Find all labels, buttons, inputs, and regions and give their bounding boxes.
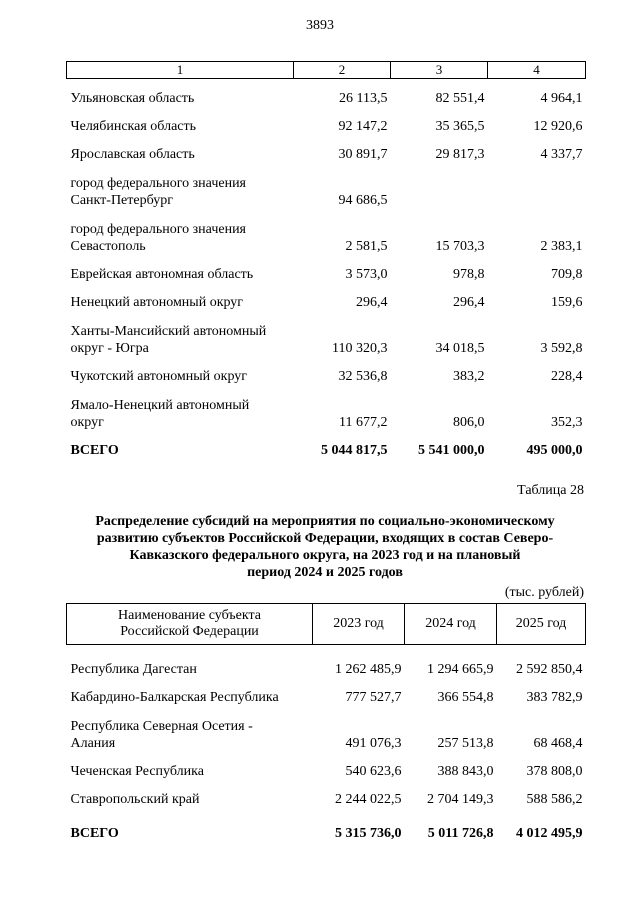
value-2024: 383,2 <box>453 369 485 384</box>
column-number: 1 <box>67 62 294 79</box>
value-2025: 3 592,8 <box>540 341 583 356</box>
table-title-line: развитию субъектов Российской Федерации, входящих в состав Северо- <box>96 531 554 546</box>
value-2025: 352,3 <box>551 415 583 430</box>
region-name-line2: округ <box>70 415 104 430</box>
units-note: (тыс. рублей) <box>504 585 584 600</box>
region-name-line1: город федерального значения <box>70 176 246 191</box>
value-2023: 296,4 <box>356 295 388 310</box>
value-2024: 257 513,8 <box>437 736 494 751</box>
subject-name: Ставропольский край <box>70 792 200 807</box>
value-2023: 94 686,5 <box>338 193 388 208</box>
header-subject-line1: Наименование субъекта <box>118 608 261 623</box>
value-2024: 388 843,0 <box>437 764 494 779</box>
value-2023: 540 623,6 <box>345 764 402 779</box>
table-row <box>67 752 586 780</box>
table-row <box>67 645 586 679</box>
subject-name-line1: Республика Северная Осетия - <box>70 719 253 734</box>
value-2025: 588 586,2 <box>526 792 583 807</box>
value-2023: 11 677,2 <box>339 415 388 430</box>
table-row <box>67 311 586 357</box>
value-2024: 978,8 <box>453 267 485 282</box>
total-label: ВСЕГО <box>70 826 119 841</box>
header-2024: 2024 год <box>405 604 497 645</box>
table-title-line: Кавказского федерального округа, на 2023 год и на плановый <box>129 548 521 563</box>
region-name: Челябинская область <box>70 119 196 134</box>
table-row <box>67 79 586 108</box>
value-2025: 12 920,6 <box>533 119 583 134</box>
table-title-line: Распределение субсидий на мероприятия по социально-экономическому <box>95 514 555 529</box>
subject-name-line2: Алания <box>70 736 116 751</box>
value-2024: 366 554,8 <box>437 690 494 705</box>
table-row <box>67 780 586 808</box>
table-row <box>67 107 586 135</box>
value-2025: 4 337,7 <box>540 147 583 162</box>
header-row <box>67 604 586 645</box>
value-2025: 2 592 850,4 <box>516 662 583 677</box>
value-2023: 30 891,7 <box>338 147 388 162</box>
total-2023: 5 044 817,5 <box>321 443 388 458</box>
region-name-line2: округ - Югра <box>70 341 149 356</box>
header-2025: 2025 год <box>497 604 586 645</box>
value-2023: 491 076,3 <box>345 736 402 751</box>
total-2023: 5 315 736,0 <box>335 826 402 841</box>
table-row <box>67 283 586 311</box>
header-subject-name <box>67 604 313 645</box>
value-2025: 2 383,1 <box>540 239 583 254</box>
table-row <box>67 678 586 706</box>
value-2025 <box>488 163 586 209</box>
value-2024: 296,4 <box>453 295 485 310</box>
table-row <box>67 706 586 752</box>
value-2023: 26 113,5 <box>339 91 388 106</box>
region-name: Ульяновская область <box>70 91 195 106</box>
page-number: 3893 <box>306 18 334 33</box>
region-name <box>67 311 294 357</box>
total-row <box>67 808 586 842</box>
header-2023: 2023 год <box>313 604 405 645</box>
column-number-row <box>67 62 586 79</box>
table-title <box>70 513 580 581</box>
value-2024: 35 365,5 <box>435 119 485 134</box>
region-name-line1: город федерального значения <box>70 222 246 237</box>
value-2024 <box>391 163 488 209</box>
subject-name: Чеченская Республика <box>70 764 204 779</box>
column-number: 3 <box>391 62 488 79</box>
column-number: 4 <box>488 62 586 79</box>
region-name-line1: Ханты-Мансийский автономный <box>70 324 267 339</box>
region-name-line2: Санкт-Петербург <box>70 193 173 208</box>
table-row <box>67 209 586 255</box>
region-name: Ярославская область <box>70 147 195 162</box>
value-2025: 378 808,0 <box>526 764 583 779</box>
value-2024: 15 703,3 <box>435 239 485 254</box>
total-row <box>67 431 586 459</box>
value-2023: 92 147,2 <box>338 119 388 134</box>
region-name-line2: Севастополь <box>70 239 146 254</box>
subsidies-table-continued <box>66 61 586 459</box>
total-2025: 4 012 495,9 <box>516 826 583 841</box>
value-2024: 2 704 149,3 <box>427 792 494 807</box>
region-name <box>67 163 294 209</box>
value-2023: 777 527,7 <box>345 690 402 705</box>
column-number: 2 <box>294 62 391 79</box>
value-2023: 2 581,5 <box>345 239 388 254</box>
table-row <box>67 357 586 385</box>
header-subject-line2: Российской Федерации <box>120 624 259 639</box>
value-2025: 159,6 <box>551 295 583 310</box>
value-2024: 34 018,5 <box>435 341 485 356</box>
value-2024: 82 551,4 <box>435 91 485 106</box>
table-row <box>67 163 586 209</box>
subject-name: Республика Дагестан <box>70 662 197 677</box>
table-row <box>67 135 586 163</box>
value-2023: 110 320,3 <box>332 341 388 356</box>
value-2023: 2 244 022,5 <box>335 792 402 807</box>
total-2024: 5 541 000,0 <box>418 443 485 458</box>
value-2023: 1 262 485,9 <box>335 662 402 677</box>
value-2025: 68 468,4 <box>533 736 583 751</box>
subject-name: Кабардино-Балкарская Республика <box>70 690 279 705</box>
region-name: Еврейская автономная область <box>70 267 254 282</box>
table-row <box>67 385 586 431</box>
table-title-line: период 2024 и 2025 годов <box>247 565 403 580</box>
value-2024: 806,0 <box>453 415 485 430</box>
region-name <box>67 385 294 431</box>
value-2024: 1 294 665,9 <box>427 662 494 677</box>
table-label: Таблица 28 <box>517 483 584 498</box>
value-2023: 32 536,8 <box>338 369 388 384</box>
value-2025: 383 782,9 <box>526 690 583 705</box>
table-row <box>67 255 586 283</box>
region-name: Ненецкий автономный округ <box>70 295 244 310</box>
value-2024: 29 817,3 <box>435 147 485 162</box>
total-2025: 495 000,0 <box>526 443 583 458</box>
subject-name <box>67 706 313 752</box>
value-2025: 709,8 <box>551 267 583 282</box>
region-name-line1: Ямало-Ненецкий автономный <box>70 398 250 413</box>
value-2025: 228,4 <box>551 369 583 384</box>
total-2024: 5 011 726,8 <box>427 826 494 841</box>
value-2023: 3 573,0 <box>345 267 388 282</box>
value-2025: 4 964,1 <box>540 91 583 106</box>
region-name <box>67 209 294 255</box>
north-caucasus-subsidies-table <box>66 603 586 842</box>
region-name: Чукотский автономный округ <box>70 369 248 384</box>
total-label: ВСЕГО <box>70 443 119 458</box>
